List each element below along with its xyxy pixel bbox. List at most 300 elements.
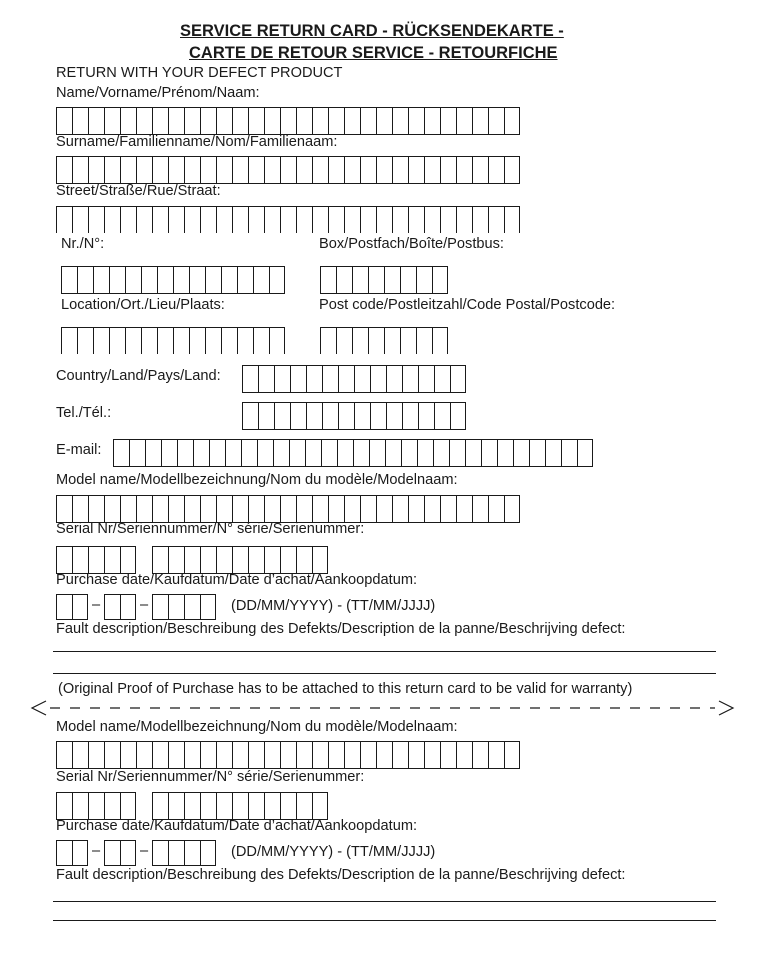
purchase-month-field-1[interactable]: [104, 594, 136, 620]
character-box[interactable]: [408, 742, 424, 768]
character-box[interactable]: [104, 841, 120, 865]
character-box[interactable]: [242, 366, 258, 392]
character-box[interactable]: [184, 496, 200, 522]
character-box[interactable]: [189, 267, 205, 293]
fault-line-1a[interactable]: [53, 651, 716, 652]
character-box[interactable]: [504, 207, 520, 233]
character-box[interactable]: [450, 366, 466, 392]
character-box[interactable]: [400, 267, 416, 293]
character-box[interactable]: [200, 108, 216, 134]
character-box[interactable]: [369, 440, 385, 466]
character-box[interactable]: [56, 547, 72, 573]
character-box[interactable]: [232, 793, 248, 819]
character-box[interactable]: [72, 207, 88, 233]
character-box[interactable]: [152, 108, 168, 134]
character-box[interactable]: [184, 207, 200, 233]
location-field[interactable]: [61, 327, 285, 354]
character-box[interactable]: [88, 547, 104, 573]
character-box[interactable]: [248, 108, 264, 134]
character-box[interactable]: [88, 207, 104, 233]
character-box[interactable]: [72, 841, 88, 865]
character-box[interactable]: [434, 403, 450, 429]
character-box[interactable]: [352, 328, 368, 354]
character-box[interactable]: [104, 595, 120, 619]
character-box[interactable]: [120, 547, 136, 573]
character-box[interactable]: [481, 440, 497, 466]
character-box[interactable]: [113, 440, 129, 466]
character-box[interactable]: [232, 547, 248, 573]
character-box[interactable]: [258, 366, 274, 392]
character-box[interactable]: [125, 328, 141, 354]
character-box[interactable]: [72, 742, 88, 768]
character-box[interactable]: [221, 267, 237, 293]
character-box[interactable]: [136, 108, 152, 134]
character-box[interactable]: [216, 742, 232, 768]
character-box[interactable]: [416, 267, 432, 293]
character-box[interactable]: [136, 742, 152, 768]
character-box[interactable]: [248, 547, 264, 573]
character-box[interactable]: [360, 108, 376, 134]
character-box[interactable]: [418, 403, 434, 429]
character-box[interactable]: [129, 440, 145, 466]
character-box[interactable]: [104, 207, 120, 233]
purchase-year-field-1[interactable]: [152, 594, 216, 620]
character-box[interactable]: [392, 496, 408, 522]
character-box[interactable]: [173, 267, 189, 293]
character-box[interactable]: [56, 207, 72, 233]
character-box[interactable]: [120, 157, 136, 183]
character-box[interactable]: [384, 328, 400, 354]
character-box[interactable]: [337, 440, 353, 466]
character-box[interactable]: [184, 742, 200, 768]
character-box[interactable]: [161, 440, 177, 466]
character-box[interactable]: [529, 440, 545, 466]
character-box[interactable]: [440, 207, 456, 233]
character-box[interactable]: [306, 403, 322, 429]
character-box[interactable]: [152, 841, 168, 865]
character-box[interactable]: [232, 207, 248, 233]
character-box[interactable]: [61, 328, 77, 354]
character-box[interactable]: [168, 742, 184, 768]
character-box[interactable]: [258, 403, 274, 429]
character-box[interactable]: [104, 742, 120, 768]
character-box[interactable]: [338, 366, 354, 392]
email-field[interactable]: [113, 439, 593, 467]
character-box[interactable]: [104, 108, 120, 134]
character-box[interactable]: [312, 793, 328, 819]
character-box[interactable]: [322, 403, 338, 429]
character-box[interactable]: [125, 267, 141, 293]
character-box[interactable]: [312, 108, 328, 134]
character-box[interactable]: [376, 108, 392, 134]
character-box[interactable]: [465, 440, 481, 466]
character-box[interactable]: [56, 841, 72, 865]
character-box[interactable]: [264, 496, 280, 522]
street-field[interactable]: [56, 206, 520, 233]
character-box[interactable]: [402, 366, 418, 392]
character-box[interactable]: [424, 742, 440, 768]
character-box[interactable]: [72, 793, 88, 819]
character-box[interactable]: [216, 207, 232, 233]
character-box[interactable]: [433, 440, 449, 466]
character-box[interactable]: [72, 547, 88, 573]
character-box[interactable]: [152, 496, 168, 522]
character-box[interactable]: [232, 157, 248, 183]
character-box[interactable]: [200, 793, 216, 819]
character-box[interactable]: [328, 157, 344, 183]
character-box[interactable]: [152, 742, 168, 768]
character-box[interactable]: [72, 108, 88, 134]
character-box[interactable]: [257, 440, 273, 466]
character-box[interactable]: [392, 742, 408, 768]
character-box[interactable]: [200, 841, 216, 865]
fault-line-1b[interactable]: [53, 673, 716, 674]
character-box[interactable]: [354, 366, 370, 392]
character-box[interactable]: [376, 157, 392, 183]
character-box[interactable]: [280, 793, 296, 819]
character-box[interactable]: [56, 157, 72, 183]
character-box[interactable]: [424, 207, 440, 233]
character-box[interactable]: [248, 496, 264, 522]
character-box[interactable]: [152, 547, 168, 573]
character-box[interactable]: [290, 366, 306, 392]
character-box[interactable]: [289, 440, 305, 466]
character-box[interactable]: [392, 207, 408, 233]
character-box[interactable]: [168, 547, 184, 573]
character-box[interactable]: [232, 742, 248, 768]
character-box[interactable]: [184, 841, 200, 865]
character-box[interactable]: [152, 157, 168, 183]
character-box[interactable]: [232, 496, 248, 522]
character-box[interactable]: [168, 207, 184, 233]
character-box[interactable]: [320, 328, 336, 354]
character-box[interactable]: [200, 157, 216, 183]
character-box[interactable]: [424, 108, 440, 134]
tel-field[interactable]: [242, 402, 466, 430]
character-box[interactable]: [120, 841, 136, 865]
character-box[interactable]: [269, 328, 285, 354]
serial-field-2b[interactable]: [152, 792, 328, 820]
character-box[interactable]: [402, 403, 418, 429]
fault-line-2a[interactable]: [53, 901, 716, 902]
character-box[interactable]: [56, 742, 72, 768]
character-box[interactable]: [168, 108, 184, 134]
character-box[interactable]: [561, 440, 577, 466]
character-box[interactable]: [488, 207, 504, 233]
character-box[interactable]: [344, 207, 360, 233]
character-box[interactable]: [296, 547, 312, 573]
fault-line-2b[interactable]: [53, 920, 716, 921]
character-box[interactable]: [248, 157, 264, 183]
character-box[interactable]: [93, 267, 109, 293]
character-box[interactable]: [434, 366, 450, 392]
character-box[interactable]: [312, 157, 328, 183]
serial-field-1b[interactable]: [152, 546, 328, 574]
character-box[interactable]: [209, 440, 225, 466]
character-box[interactable]: [376, 207, 392, 233]
character-box[interactable]: [344, 742, 360, 768]
character-box[interactable]: [120, 108, 136, 134]
character-box[interactable]: [280, 157, 296, 183]
character-box[interactable]: [237, 328, 253, 354]
box-field[interactable]: [320, 266, 448, 294]
character-box[interactable]: [440, 157, 456, 183]
character-box[interactable]: [384, 267, 400, 293]
character-box[interactable]: [296, 496, 312, 522]
character-box[interactable]: [168, 841, 184, 865]
character-box[interactable]: [200, 547, 216, 573]
character-box[interactable]: [264, 157, 280, 183]
character-box[interactable]: [296, 742, 312, 768]
character-box[interactable]: [401, 440, 417, 466]
serial-field-2a[interactable]: [56, 792, 136, 820]
character-box[interactable]: [280, 742, 296, 768]
character-box[interactable]: [189, 328, 205, 354]
character-box[interactable]: [488, 157, 504, 183]
character-box[interactable]: [322, 366, 338, 392]
character-box[interactable]: [456, 742, 472, 768]
character-box[interactable]: [370, 403, 386, 429]
character-box[interactable]: [352, 267, 368, 293]
character-box[interactable]: [264, 793, 280, 819]
character-box[interactable]: [450, 403, 466, 429]
character-box[interactable]: [120, 207, 136, 233]
character-box[interactable]: [269, 267, 285, 293]
character-box[interactable]: [312, 207, 328, 233]
character-box[interactable]: [168, 793, 184, 819]
character-box[interactable]: [504, 742, 520, 768]
character-box[interactable]: [472, 496, 488, 522]
character-box[interactable]: [184, 595, 200, 619]
character-box[interactable]: [386, 366, 402, 392]
character-box[interactable]: [177, 440, 193, 466]
character-box[interactable]: [274, 403, 290, 429]
character-box[interactable]: [56, 496, 72, 522]
character-box[interactable]: [328, 108, 344, 134]
character-box[interactable]: [56, 108, 72, 134]
character-box[interactable]: [216, 793, 232, 819]
model-field-2[interactable]: [56, 741, 520, 769]
character-box[interactable]: [168, 496, 184, 522]
character-box[interactable]: [336, 328, 352, 354]
character-box[interactable]: [145, 440, 161, 466]
character-box[interactable]: [168, 157, 184, 183]
character-box[interactable]: [360, 207, 376, 233]
character-box[interactable]: [184, 793, 200, 819]
character-box[interactable]: [200, 496, 216, 522]
character-box[interactable]: [336, 267, 352, 293]
character-box[interactable]: [290, 403, 306, 429]
character-box[interactable]: [72, 595, 88, 619]
character-box[interactable]: [56, 595, 72, 619]
character-box[interactable]: [120, 793, 136, 819]
character-box[interactable]: [504, 108, 520, 134]
character-box[interactable]: [152, 207, 168, 233]
character-box[interactable]: [109, 267, 125, 293]
character-box[interactable]: [264, 207, 280, 233]
character-box[interactable]: [157, 267, 173, 293]
character-box[interactable]: [368, 267, 384, 293]
character-box[interactable]: [136, 207, 152, 233]
surname-field[interactable]: [56, 156, 520, 184]
character-box[interactable]: [432, 267, 448, 293]
character-box[interactable]: [408, 108, 424, 134]
character-box[interactable]: [232, 108, 248, 134]
character-box[interactable]: [168, 595, 184, 619]
character-box[interactable]: [104, 496, 120, 522]
character-box[interactable]: [376, 742, 392, 768]
character-box[interactable]: [237, 267, 253, 293]
character-box[interactable]: [408, 496, 424, 522]
character-box[interactable]: [248, 742, 264, 768]
character-box[interactable]: [385, 440, 401, 466]
character-box[interactable]: [77, 267, 93, 293]
purchase-month-field-2[interactable]: [104, 840, 136, 866]
character-box[interactable]: [109, 328, 125, 354]
character-box[interactable]: [120, 496, 136, 522]
character-box[interactable]: [321, 440, 337, 466]
character-box[interactable]: [61, 267, 77, 293]
character-box[interactable]: [152, 793, 168, 819]
character-box[interactable]: [432, 328, 448, 354]
character-box[interactable]: [449, 440, 465, 466]
character-box[interactable]: [280, 108, 296, 134]
character-box[interactable]: [417, 440, 433, 466]
character-box[interactable]: [376, 496, 392, 522]
character-box[interactable]: [136, 496, 152, 522]
character-box[interactable]: [56, 793, 72, 819]
character-box[interactable]: [72, 496, 88, 522]
purchase-year-field-2[interactable]: [152, 840, 216, 866]
character-box[interactable]: [296, 108, 312, 134]
character-box[interactable]: [353, 440, 369, 466]
character-box[interactable]: [400, 328, 416, 354]
character-box[interactable]: [280, 496, 296, 522]
character-box[interactable]: [216, 108, 232, 134]
character-box[interactable]: [88, 108, 104, 134]
number-field[interactable]: [61, 266, 285, 294]
character-box[interactable]: [88, 793, 104, 819]
character-box[interactable]: [504, 157, 520, 183]
purchase-day-field-2[interactable]: [56, 840, 88, 866]
character-box[interactable]: [418, 366, 434, 392]
character-box[interactable]: [216, 496, 232, 522]
character-box[interactable]: [253, 267, 269, 293]
character-box[interactable]: [296, 793, 312, 819]
character-box[interactable]: [77, 328, 93, 354]
character-box[interactable]: [472, 742, 488, 768]
serial-field-1a[interactable]: [56, 546, 136, 574]
character-box[interactable]: [328, 207, 344, 233]
character-box[interactable]: [242, 403, 258, 429]
character-box[interactable]: [264, 547, 280, 573]
character-box[interactable]: [440, 496, 456, 522]
character-box[interactable]: [193, 440, 209, 466]
character-box[interactable]: [338, 403, 354, 429]
character-box[interactable]: [386, 403, 402, 429]
character-box[interactable]: [120, 595, 136, 619]
character-box[interactable]: [504, 496, 520, 522]
character-box[interactable]: [354, 403, 370, 429]
character-box[interactable]: [104, 793, 120, 819]
character-box[interactable]: [312, 496, 328, 522]
character-box[interactable]: [264, 108, 280, 134]
character-box[interactable]: [320, 267, 336, 293]
model-field-1[interactable]: [56, 495, 520, 523]
character-box[interactable]: [392, 108, 408, 134]
character-box[interactable]: [456, 108, 472, 134]
purchase-day-field-1[interactable]: [56, 594, 88, 620]
character-box[interactable]: [104, 157, 120, 183]
character-box[interactable]: [424, 496, 440, 522]
character-box[interactable]: [513, 440, 529, 466]
character-box[interactable]: [200, 595, 216, 619]
character-box[interactable]: [264, 742, 280, 768]
character-box[interactable]: [141, 267, 157, 293]
character-box[interactable]: [93, 328, 109, 354]
character-box[interactable]: [488, 496, 504, 522]
character-box[interactable]: [577, 440, 593, 466]
character-box[interactable]: [472, 157, 488, 183]
character-box[interactable]: [488, 108, 504, 134]
character-box[interactable]: [312, 742, 328, 768]
character-box[interactable]: [200, 207, 216, 233]
character-box[interactable]: [497, 440, 513, 466]
character-box[interactable]: [205, 328, 221, 354]
character-box[interactable]: [216, 157, 232, 183]
character-box[interactable]: [440, 742, 456, 768]
character-box[interactable]: [368, 328, 384, 354]
character-box[interactable]: [280, 207, 296, 233]
character-box[interactable]: [472, 207, 488, 233]
character-box[interactable]: [225, 440, 241, 466]
character-box[interactable]: [472, 108, 488, 134]
character-box[interactable]: [360, 157, 376, 183]
character-box[interactable]: [248, 793, 264, 819]
character-box[interactable]: [344, 496, 360, 522]
character-box[interactable]: [184, 108, 200, 134]
character-box[interactable]: [344, 157, 360, 183]
character-box[interactable]: [408, 157, 424, 183]
character-box[interactable]: [120, 742, 136, 768]
character-box[interactable]: [152, 595, 168, 619]
character-box[interactable]: [408, 207, 424, 233]
character-box[interactable]: [360, 742, 376, 768]
character-box[interactable]: [306, 366, 322, 392]
character-box[interactable]: [88, 157, 104, 183]
character-box[interactable]: [424, 157, 440, 183]
character-box[interactable]: [305, 440, 321, 466]
character-box[interactable]: [488, 742, 504, 768]
character-box[interactable]: [456, 496, 472, 522]
country-field[interactable]: [242, 365, 466, 393]
character-box[interactable]: [545, 440, 561, 466]
postcode-field[interactable]: [320, 327, 448, 354]
character-box[interactable]: [344, 108, 360, 134]
character-box[interactable]: [241, 440, 257, 466]
character-box[interactable]: [296, 207, 312, 233]
character-box[interactable]: [280, 547, 296, 573]
character-box[interactable]: [104, 547, 120, 573]
character-box[interactable]: [184, 157, 200, 183]
character-box[interactable]: [205, 267, 221, 293]
character-box[interactable]: [273, 440, 289, 466]
character-box[interactable]: [296, 157, 312, 183]
character-box[interactable]: [200, 742, 216, 768]
character-box[interactable]: [456, 157, 472, 183]
character-box[interactable]: [456, 207, 472, 233]
character-box[interactable]: [88, 496, 104, 522]
